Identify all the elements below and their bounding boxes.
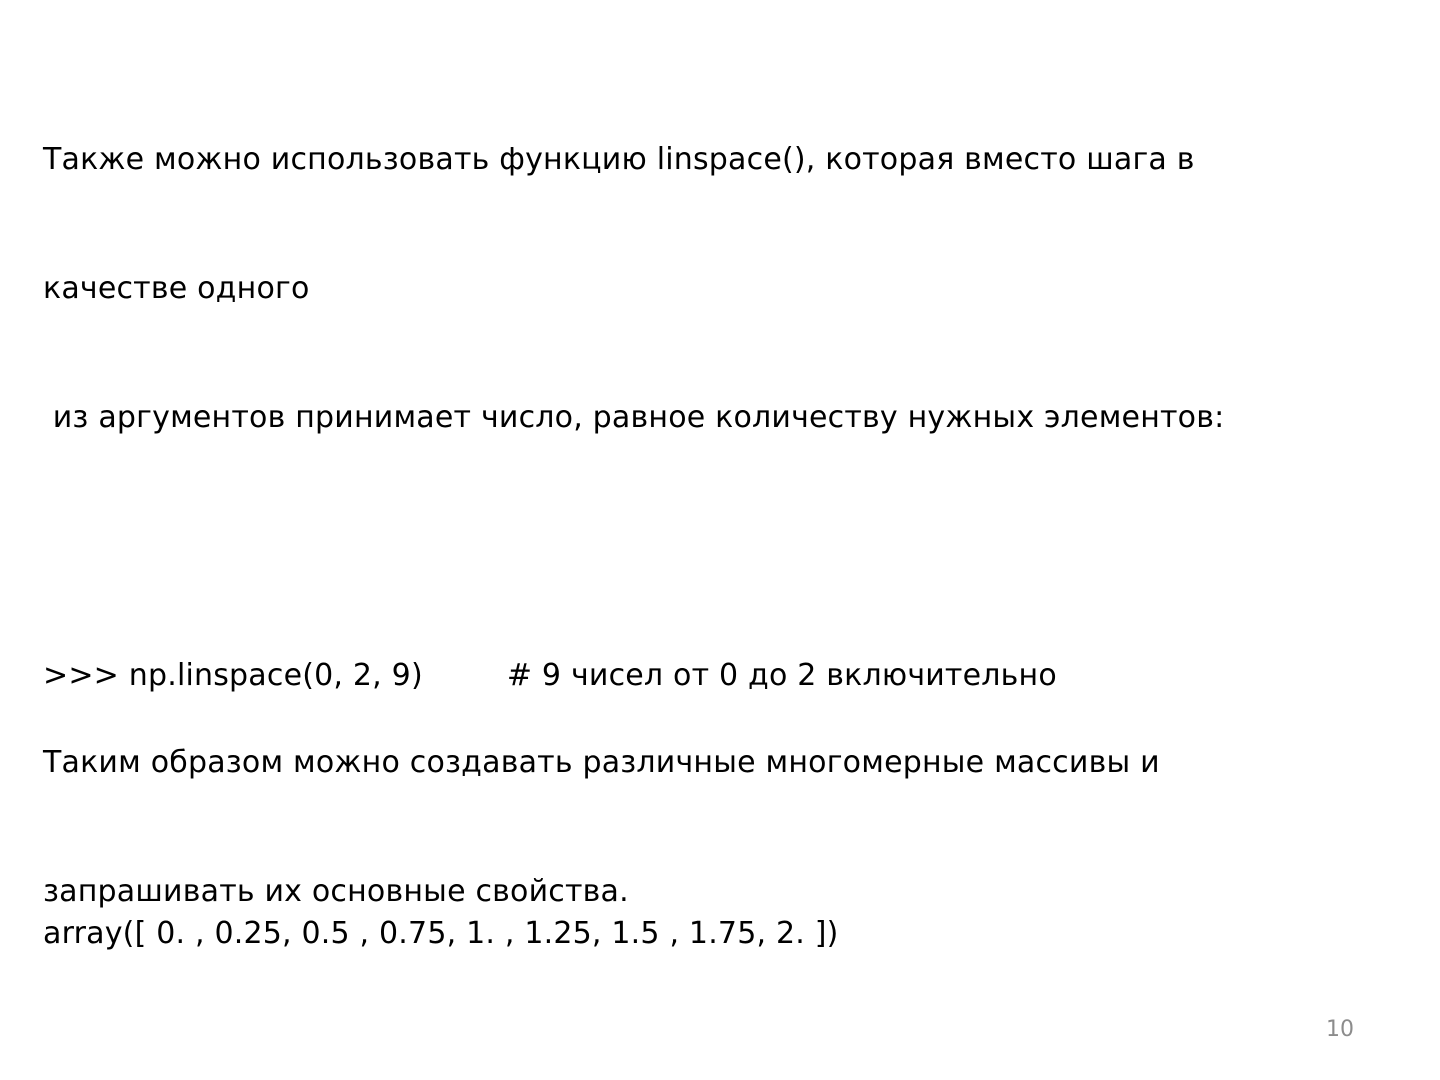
intro-line-3: из аргументов принимает число, равное количеству нужных элементов: [43, 400, 1225, 435]
code-comment: # 9 чисел от 0 до 2 включительно [506, 658, 1057, 693]
conclusion-line-2: запрашивать их основные свойства. [43, 874, 629, 909]
conclusion-text-block [43, 655, 1160, 999]
intro-line-1: Также можно использовать функцию linspace(), которая вместо шага в [43, 142, 1195, 177]
spacer [43, 525, 1224, 568]
conclusion-line-1: Таким образом можно создавать различные многомерные массивы и [43, 745, 1160, 780]
code-output: array([ 0. , 0.25, 0.5 , 0.75, 1. , 1.25, 1.5 , 1.75, 2. ]) [43, 916, 839, 951]
code-command: >>> np.linspace(0, 2, 9) [43, 658, 423, 693]
page-number: 10 [1326, 1017, 1354, 1042]
intro-line-2: качестве одного [43, 271, 310, 306]
